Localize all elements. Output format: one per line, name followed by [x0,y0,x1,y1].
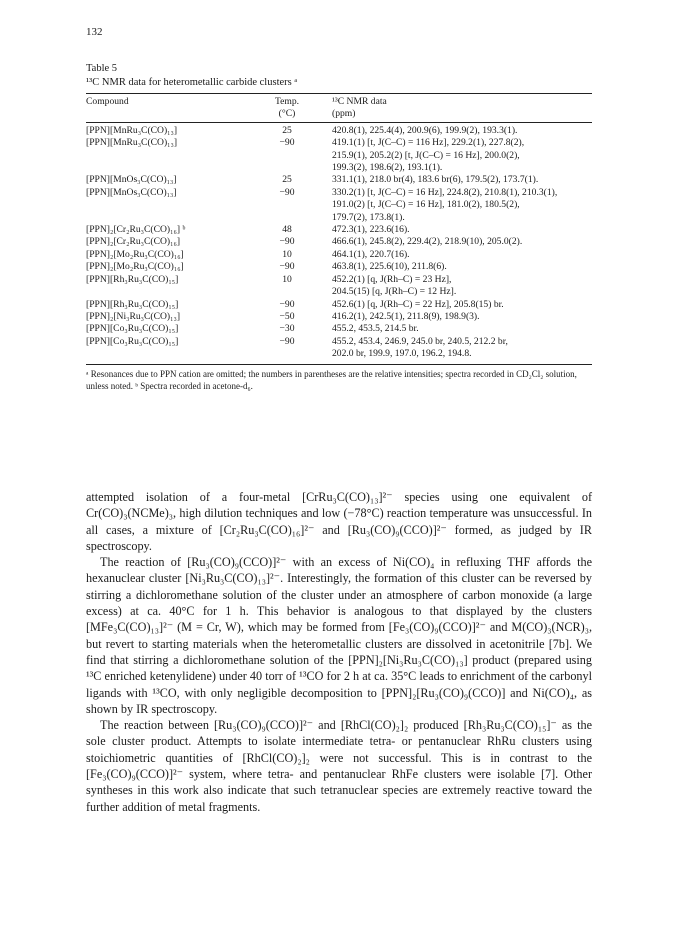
table-row [86,174,592,186]
cell-nmr-data: 455.2, 453.4, 246.9, 245.0 br, 240.5, 212.2 br, [332,335,508,347]
table-row [86,261,592,273]
cell-nmr-data: 331.1(1), 218.0 br(4), 183.6 br(6), 179.5(2), 173.7(1). [332,174,539,186]
cell-compound [86,150,256,162]
table-row [86,336,592,348]
cell-temp: −90 [279,261,295,273]
cell-compound [86,162,256,174]
table-row [86,286,592,298]
header-temp [256,94,318,122]
cell-compound [86,286,256,298]
cell-nmr-data: 472.3(1), 223.6(16). [332,224,410,236]
table-row [86,299,592,311]
nmr-data-table [86,94,592,364]
cell-temp: −30 [279,323,295,335]
cell-compound: [PPN][Rh₃Ru₃C(CO)₁₅] [86,273,179,285]
cell-temp: 10 [282,273,292,285]
cell-nmr-data: 199.3(2), 198.6(2), 193.1(1). [332,162,443,174]
cell-nmr-data: 420.8(1), 225.4(4), 200.9(6), 199.9(2), 193.3(1). [332,124,518,136]
header-compound: Compound [86,96,129,107]
table-body [86,123,592,364]
header-nmr-unit: (ppm) [332,108,356,120]
cell-compound: [PPN]₂[Ni₃Ru₃C(CO)₁₃] [86,310,181,322]
cell-temp [256,286,318,298]
cell-compound: [PPN][Co₃Ru₃C(CO)₁₅] [86,323,179,335]
body-text [86,489,592,815]
cell-nmr-data: 466.6(1), 245.8(2), 229.4(2), 218.9(10), 205.0(2). [332,236,523,248]
cell-temp: 25 [282,124,292,136]
table-row [86,348,592,363]
cell-temp: −50 [279,310,295,322]
cell-temp [256,162,318,174]
header-nmr [318,94,592,122]
cell-compound: [PPN]₂[Cr₂Ru₃C(CO)₁₆] ᵇ [86,224,186,236]
cell-nmr-data: 202.0 br, 199.9, 197.0, 196.2, 194.8. [332,348,472,360]
table-row [86,212,592,224]
table-row [86,150,592,162]
cell-temp: 25 [282,174,292,186]
cell-nmr-data: 452.6(1) [q, J(Rh–C) = 22 Hz], 205.8(15) br. [332,298,504,310]
cell-temp [256,212,318,224]
table-row [86,249,592,261]
cell-compound: [PPN][MnRu₃C(CO)₁₃] [86,137,178,149]
table-row [86,323,592,335]
body-paragraph-1: attempted isolation of a four-metal [CrRu₃C(CO)₁₃]²⁻ species using one equivalent of Cr(CO)₃(NCMe)₃, high dilution techniques and low (−78°C) reaction temperature was unsuccessful. In all cases, a mixture of [Cr₂Ru₃C(CO)₁₆]²⁻ and [Ru₃(CO)₉(CCO)]²⁻ formed, as judged by IR spectroscopy. [86,490,592,553]
table-row [86,236,592,248]
cell-nmr-data: 330.2(1) [t, J(C–C) = 16 Hz], 224.8(2), 210.8(1), 210.3(1), [332,186,558,198]
cell-temp: 48 [282,224,292,236]
cell-temp: −90 [279,335,295,347]
table-row [86,123,592,137]
header-temp-label: Temp. [274,96,300,107]
cell-nmr-data: 452.2(1) [q, J(Rh–C) = 23 Hz], [332,273,452,285]
table-row [86,199,592,211]
table-row [86,137,592,149]
cell-temp: 10 [282,248,292,260]
cell-compound: [PPN]₂[Mo₂Ru₃C(CO)₁₆] [86,261,184,273]
table-row [86,274,592,286]
cell-nmr-data: 191.0(2) [t, J(C–C) = 16 Hz], 181.0(2), 180.5(2), [332,199,520,211]
body-paragraph-3: The reaction between [Ru₃(CO)₉(CCO)]²⁻ and [RhCl(CO)₂]₂ produced [Rh₃Ru₃C(CO)₁₅]⁻ as the sole cluster product. Attempts to isolate intermediate tetra- or pentanuclear RhRu clusters using stoichiometric quantities of [RhCl(CO)₂]₂ were not successful. This is in contrast to the [Fe₃(CO)₉(CCO)]²⁻ system, where tetra- and pentanuclear RhFe clusters were isolable [7]. Other syntheses in this work also indicate that such tetranuclear species are extremely reactive toward the further addition of metal fragments. [86,718,592,814]
cell-nmr-data: 463.8(1), 225.6(10), 211.8(6). [332,261,447,273]
header-nmr-label: ¹³C NMR data [332,96,387,107]
table-header-row [86,94,592,122]
body-paragraph-2: The reaction of [Ru₃(CO)₉(CCO)]²⁻ with an excess of Ni(CO)₄ in refluxing THF affords the hexanuclear cluster [Ni₃Ru₃C(CO)₁₃]²⁻. Interestingly, the formation of this cluster can be reversed by stirring a dichloromethane solution of the cluster under an atmosphere of carbon monoxide (a large excess) at ca. 40°C for 1 h. This behavior is analogous to that displayed by the clusters [MFe₃C(CO)₁₃]²⁻ (M = Cr, W), which may be formed from [Fe₃(CO)₉(CCO)]²⁻ and M(CO)₃(NCR)₃, but revert to starting materials when the heterometallic clusters are dissolved in acetonitrile [7b]. We find that stirring a dichloromethane solution of the [PPN]₂[Ni₃Ru₃C(CO)₁₃] product (prepared using ¹³C enriched ketenylidene) under 40 torr of ¹³CO for 2 h at ca. 35°C leads to enrichment of the carbonyl ligands with ¹³CO, with only negligible decomposition to [PPN]₂[Ru₃(CO)₉(CCO)] and Ni(CO)₄, as shown by IR spectroscopy. [86,555,592,716]
cell-nmr-data: 416.2(1), 242.5(1), 211.8(9), 198.9(3). [332,310,480,322]
cell-nmr-data: 179.7(2), 173.8(1). [332,211,405,223]
cell-temp: −90 [279,137,295,149]
table-row [86,311,592,323]
cell-nmr-data: 419.1(1) [t, J(C–C) = 116 Hz], 229.2(1), 227.8(2), [332,137,525,149]
cell-compound [86,348,256,363]
table-bottom-rule [86,364,592,365]
table-row [86,162,592,174]
cell-compound: [PPN][Co₃Ru₃C(CO)₁₅] [86,335,179,347]
cell-compound: [PPN][Rh₃Ru₃C(CO)₁₅] [86,298,179,310]
cell-compound: [PPN][MnOs₃C(CO)₁₃] [86,186,177,198]
nmr-table-block [86,62,592,392]
cell-compound: [PPN][MnOs₃C(CO)₁₃] [86,174,177,186]
cell-temp: −90 [279,186,295,198]
cell-compound: [PPN]₂[Cr₂Ru₃C(CO)₁₆] [86,236,181,248]
table-row [86,187,592,199]
cell-temp: −90 [279,298,295,310]
cell-compound [86,212,256,224]
cell-nmr-data: 215.9(1), 205.2(2) [t, J(C–C) = 16 Hz], 200.0(2), [332,149,520,161]
table-row [86,224,592,236]
cell-nmr-data: 455.2, 453.5, 214.5 br. [332,323,419,335]
page-number: 132 [86,26,103,38]
table-label: Table 5 [86,63,118,74]
header-temp-unit: (°C) [278,108,296,120]
cell-compound: [PPN]₂[Mo₂Ru₃C(CO)₁₆] [86,248,184,260]
cell-nmr-data: 204.5(15) [q, J(Rh–C) = 12 Hz]. [332,286,457,298]
cell-temp [256,150,318,162]
cell-temp [256,348,318,363]
cell-compound: [PPN][MnRu₃C(CO)₁₃] [86,124,178,136]
table-caption: ¹³C NMR data for heterometallic carbide clusters ᵃ [86,77,298,88]
cell-nmr-data: 464.1(1), 220.7(16). [332,248,410,260]
cell-compound [86,199,256,211]
cell-temp: −90 [279,236,295,248]
table-footnote: ᵃ Resonances due to PPN cation are omitted; the numbers in parentheses are the relative intensities; spectra recorded in CD₂Cl₂ solution, unless noted. ᵇ Spectra recorded in acetone-d₆. [86,368,577,391]
cell-temp [256,199,318,211]
